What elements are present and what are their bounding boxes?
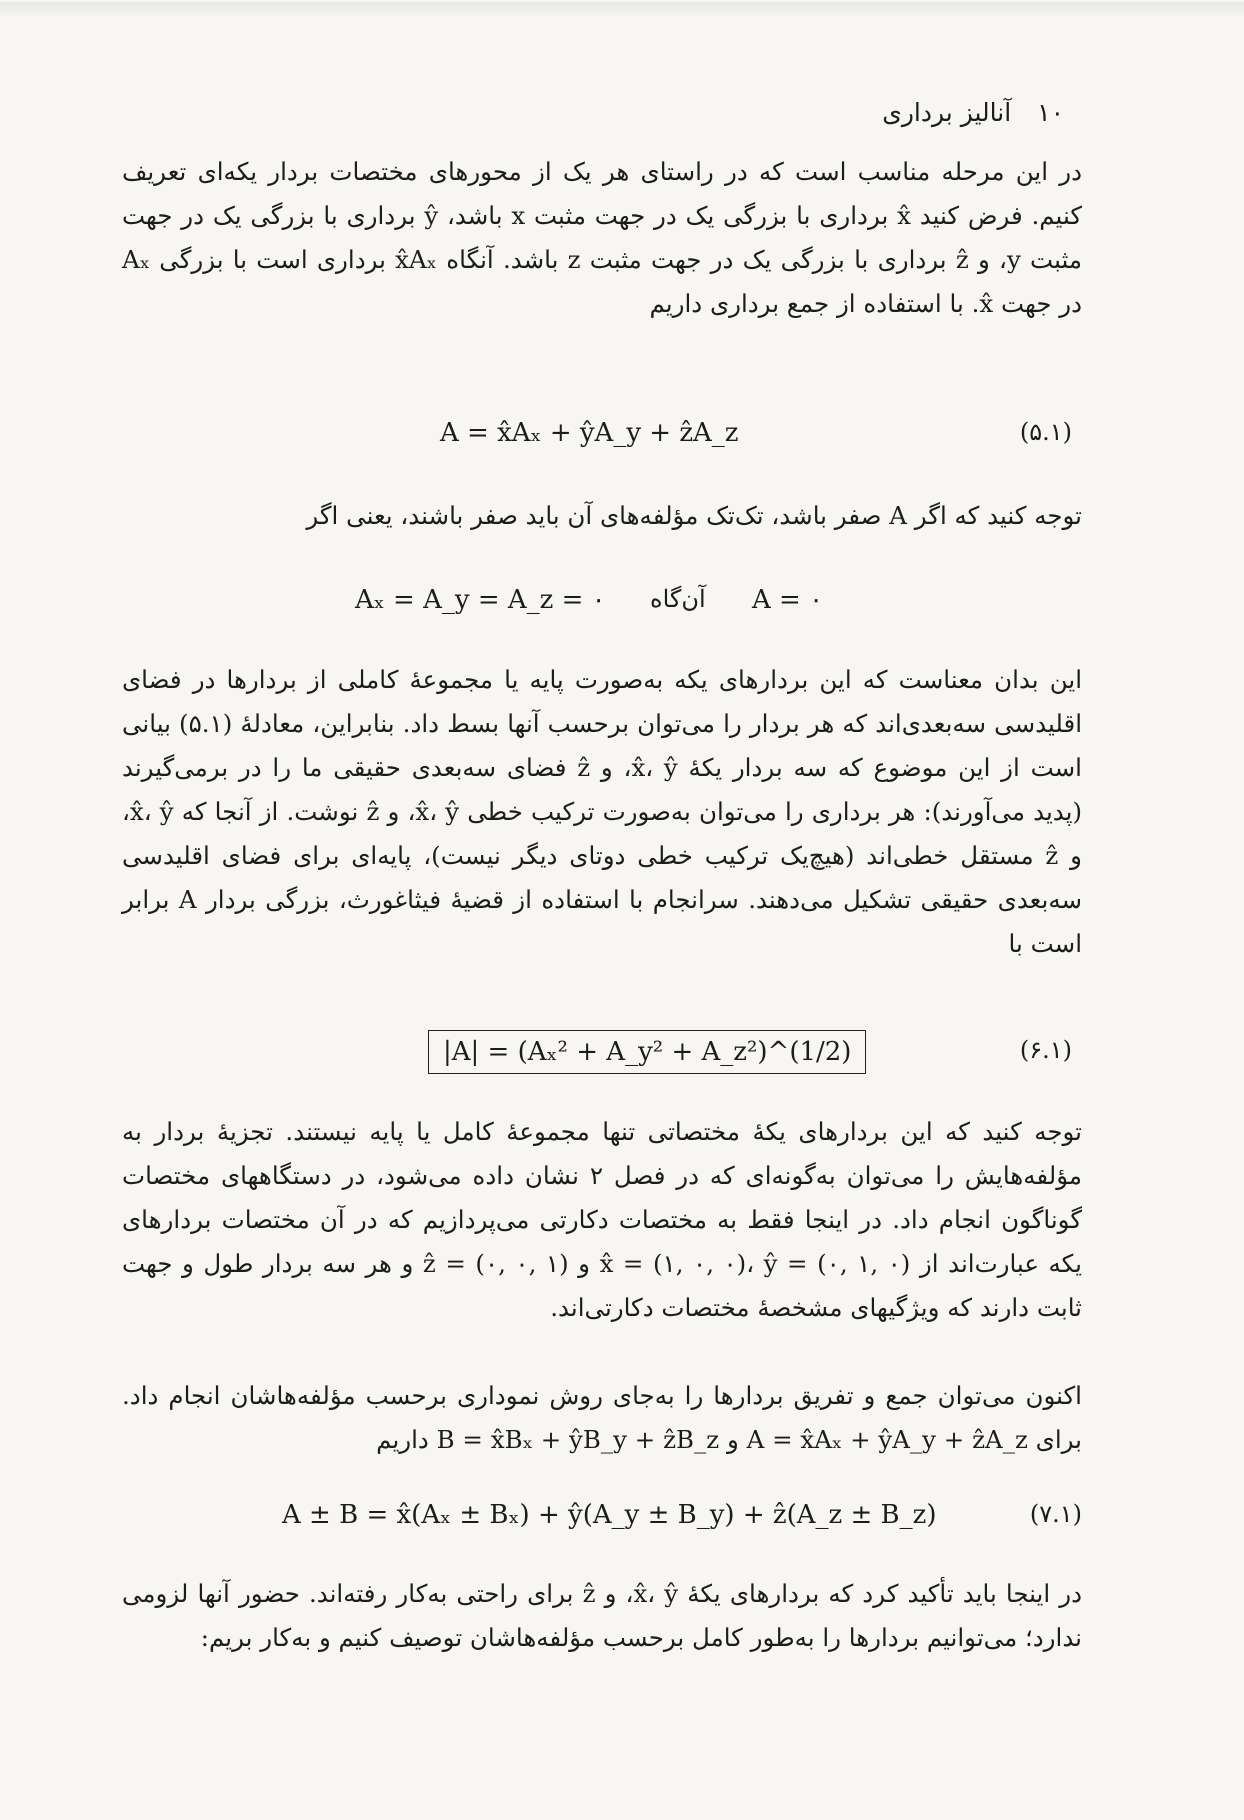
equation-then-word: آن‌گاه <box>650 585 706 613</box>
equation-5-1: A = x̂Aₓ + ŷA_y + ẑA_z <box>440 418 739 448</box>
equation-number-5-1: (۵.۱) <box>1019 418 1072 446</box>
equation-zero-vector: A = ۰ <box>752 585 824 615</box>
page-number: ۱۰ <box>1037 98 1064 127</box>
scan-top-edge <box>0 2 1244 18</box>
equation-7-1: A ± B = x̂(Aₓ ± Bₓ) + ŷ(A_y ± B_y) + ẑ(A_z ± B_z) <box>282 1500 937 1530</box>
paragraph-3: این بدان معناست که این بردارهای یکه به‌صورت پایه یا مجموعهٔ کاملی از بردارها در فضای اقلیدسی سه‌بعدی‌اند که هر بردار را می‌توان برحسب آنها بسط داد. بنابراین، معادلهٔ (۵.۱) بیانی است از این موضوع که سه بردار یکهٔ x̂، ŷ، و ẑ فضای سه‌بعدی حقیقی ما را در برمی‌گیرند (پدید می‌آورند): هر برداری را می‌توان به‌صورت ترکیب خطی x̂، ŷ، و ẑ نوشت. از آنجا که x̂، ŷ، و ẑ مستقل خطی‌اند (هیچ‌یک ترکیب خطی دوتای دیگر نیست)، پایه‌ای برای فضای اقلیدسی سه‌بعدی حقیقی تشکیل می‌دهند. سرانجام با استفاده از قضیهٔ فیثاغورث، بزرگی بردار A برابر است با <box>122 665 1083 958</box>
running-header <box>882 98 1064 127</box>
equation-number-6-1: (۶.۱) <box>1019 1036 1072 1064</box>
paragraph-5: اکنون می‌توان جمع و تفریق بردارها را به‌جای روش نموداری برحسب مؤلفه‌هاشان انجام داد. برای A = x̂Aₓ + ŷA_y + ẑA_z و B = x̂Bₓ + ŷB_y + ẑB_z داریم <box>122 1381 1082 1454</box>
chapter-title: آنالیز برداری <box>882 98 1012 127</box>
paragraph-4: توجه کنید که این بردارهای یکهٔ مختصاتی تنها مجموعهٔ کامل یا پایه نیستند. تجزیهٔ بردار به مؤلفه‌هایش را می‌توان به‌گونه‌ای که در فصل ۲ نشان داده می‌شود، در دستگاههای مختصات گوناگون انجام داد. در اینجا فقط به مختصات دکارتی می‌پردازیم که در آن مختصات بردارهای یکه عبارت‌اند از x̂ = (۱, ۰, ۰)، ŷ = (۰, ۱, ۰) و ẑ = (۰, ۰, ۱) و هر سه بردار طول و جهت ثابت دارند که ویژگیهای مشخصهٔ مختصات دکارتی‌اند. <box>122 1117 1083 1322</box>
equation-number-7-1: (۷.۱) <box>1029 1500 1082 1528</box>
paragraph-2: توجه کنید که اگر A صفر باشد، تک‌تک مؤلفه‌های آن باید صفر باشند، یعنی اگر <box>306 501 1082 530</box>
paragraph-1: در این مرحله مناسب است که در راستای هر یک از محورهای مختصات بردار یکه‌ای تعریف کنیم. فرض کنید x̂ برداری با بزرگی یک در جهت مثبت x باشد، ŷ برداری با بزرگی یک در جهت مثبت y، و ẑ برداری با بزرگی یک در جهت مثبت z باشد. آنگاه x̂Aₓ برداری است با بزرگی Aₓ در جهت x̂. با استفاده از جمع برداری داریم <box>122 157 1083 318</box>
equation-zero-components: Aₓ = A_y = A_z = ۰ <box>355 585 606 615</box>
paragraph-6: در اینجا باید تأکید کرد که بردارهای یکهٔ x̂، ŷ، و ẑ برای راحتی به‌کار رفته‌اند. حضور آنها لزومی ندارد؛ می‌توانیم بردارها را به‌طور کامل برحسب مؤلفه‌هاشان توصیف کنیم و به‌کار بریم: <box>122 1579 1083 1652</box>
equation-6-1-boxed: |A| = (Aₓ² + A_y² + A_z²)^(1/2) <box>428 1030 866 1074</box>
